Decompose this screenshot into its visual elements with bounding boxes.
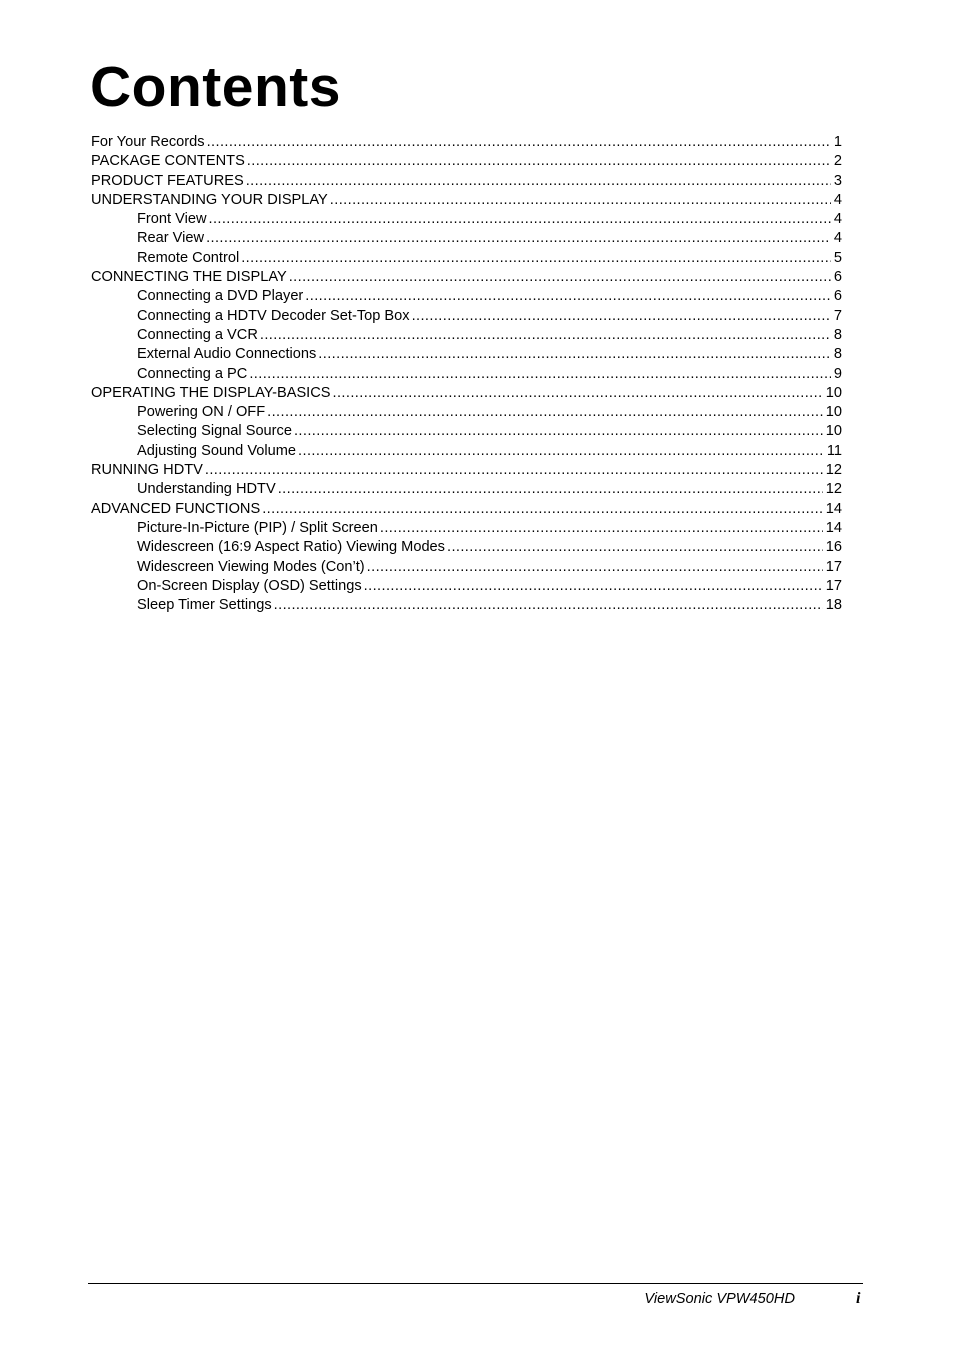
toc-page-number: 7: [833, 307, 842, 324]
footer-product-name: ViewSonic VPW450HD: [644, 1291, 795, 1307]
toc-entry[interactable]: [91, 384, 842, 403]
toc-entry[interactable]: [91, 307, 842, 326]
toc-page-number: 17: [825, 577, 842, 594]
toc-page-number: 10: [825, 423, 842, 440]
toc-page-number: 16: [825, 539, 842, 556]
toc-entry-label: For Your Records: [91, 134, 205, 150]
toc-entry[interactable]: [91, 500, 842, 519]
toc-entry-label: Sleep Timer Settings: [137, 597, 272, 614]
toc-entry[interactable]: [91, 172, 842, 191]
toc-entry[interactable]: [91, 403, 842, 422]
toc-page-number: 2: [833, 153, 842, 170]
toc-entry[interactable]: [91, 133, 842, 152]
toc-entry-label: Picture-In-Picture (PIP) / Split Screen: [137, 519, 378, 536]
toc-dot-leader: [207, 133, 831, 152]
toc-entry[interactable]: [91, 558, 842, 577]
toc-entry-label: Connecting a DVD Player: [137, 288, 304, 305]
toc-page-number: 8: [833, 326, 842, 343]
toc-page-number: 12: [825, 481, 842, 498]
toc-entry[interactable]: [91, 577, 842, 596]
toc-entry-label: Connecting a HDTV Decoder Set-Top Box: [137, 307, 410, 324]
toc-dot-leader: [298, 442, 824, 461]
toc-dot-leader: [412, 307, 831, 326]
toc-dot-leader: [289, 268, 831, 287]
toc-entry-label: Powering ON / OFF: [137, 404, 266, 421]
toc-page-number: 11: [826, 442, 842, 459]
toc-entry-label: ADVANCED FUNCTIONS: [91, 500, 261, 517]
toc-entry-label: Front View: [137, 211, 207, 228]
toc-page-number: 6: [833, 288, 842, 305]
toc-entry[interactable]: [91, 152, 842, 171]
toc-entry[interactable]: [91, 229, 842, 248]
toc-entry-label: Understanding HDTV: [137, 481, 276, 498]
toc-entry-label: Widescreen (16:9 Aspect Ratio) Viewing Modes: [137, 539, 445, 556]
toc-entry-label: RUNNING HDTV: [91, 462, 203, 479]
toc-dot-leader: [330, 191, 831, 210]
toc-dot-leader: [294, 422, 823, 441]
toc-entry[interactable]: [91, 519, 842, 538]
toc-dot-leader: [333, 384, 823, 403]
toc-entry-label: Widescreen Viewing Modes (Con’t): [137, 558, 365, 575]
toc-dot-leader: [278, 480, 823, 499]
toc-dot-leader: [447, 538, 823, 557]
toc-dot-leader: [247, 152, 831, 171]
toc-entry-label: PRODUCT FEATURES: [91, 172, 244, 189]
toc-entry[interactable]: [91, 268, 842, 287]
toc-entry-label: Selecting Signal Source: [137, 423, 292, 440]
toc-entry-label: Connecting a VCR: [137, 326, 258, 343]
toc-entry[interactable]: [91, 249, 842, 268]
toc-entry-label: Remote Control: [137, 249, 240, 266]
toc-page-number: 4: [833, 211, 842, 228]
toc-page-number: 10: [825, 404, 842, 421]
toc-dot-leader: [262, 500, 823, 519]
toc-page-number: 6: [833, 269, 842, 286]
toc-entry[interactable]: [91, 191, 842, 210]
footer-page-number: i: [856, 1290, 861, 1307]
footer-divider: [88, 1283, 863, 1284]
toc-entry-label: PACKAGE CONTENTS: [91, 153, 245, 170]
toc-entry-label: Adjusting Sound Volume: [137, 442, 297, 459]
toc-entry-label: Connecting a PC: [137, 365, 248, 382]
toc-entry-label: External Audio Connections: [137, 346, 317, 363]
toc-page-number: 9: [833, 365, 842, 382]
toc-entry-label: OPERATING THE DISPLAY-BASICS: [91, 384, 331, 401]
toc-dot-leader: [206, 229, 831, 248]
toc-entry-label: UNDERSTANDING YOUR DISPLAY: [91, 191, 328, 208]
toc-page-number: 1: [833, 134, 842, 150]
toc-dot-leader: [241, 249, 831, 268]
toc-entry[interactable]: [91, 538, 842, 557]
toc-entry[interactable]: [91, 287, 842, 306]
toc-entry[interactable]: [91, 345, 842, 364]
toc-dot-leader: [208, 210, 830, 229]
toc-page-number: 5: [833, 249, 842, 266]
toc-page-number: 17: [825, 558, 842, 575]
table-of-contents: [91, 133, 842, 615]
toc-entry-label: Rear View: [137, 230, 205, 247]
toc-entry[interactable]: [91, 596, 842, 615]
toc-entry-label: On-Screen Display (OSD) Settings: [137, 577, 362, 594]
toc-page-number: 14: [825, 500, 842, 517]
toc-page-number: 4: [833, 191, 842, 208]
toc-entry[interactable]: [91, 442, 842, 461]
toc-entry[interactable]: [91, 210, 842, 229]
page-title: Contents: [90, 55, 341, 119]
toc-dot-leader: [367, 558, 823, 577]
toc-dot-leader: [260, 326, 831, 345]
toc-page-number: 4: [833, 230, 842, 247]
toc-dot-leader: [380, 519, 823, 538]
toc-dot-leader: [305, 287, 831, 306]
toc-entry[interactable]: [91, 326, 842, 345]
toc-page-number: 12: [825, 462, 842, 479]
toc-dot-leader: [274, 596, 823, 615]
toc-page-number: 3: [833, 172, 842, 189]
toc-entry[interactable]: [91, 461, 842, 480]
toc-dot-leader: [364, 577, 823, 596]
toc-entry[interactable]: [91, 422, 842, 441]
toc-dot-leader: [318, 345, 831, 364]
toc-page-number: 18: [825, 597, 842, 614]
toc-page-number: 10: [825, 384, 842, 401]
toc-dot-leader: [205, 461, 823, 480]
toc-entry[interactable]: [91, 480, 842, 499]
toc-entry-label: CONNECTING THE DISPLAY: [91, 269, 287, 286]
toc-dot-leader: [246, 172, 831, 191]
toc-dot-leader: [249, 365, 831, 384]
toc-page-number: 8: [833, 346, 842, 363]
toc-dot-leader: [267, 403, 823, 422]
toc-page-number: 14: [825, 519, 842, 536]
toc-entry[interactable]: [91, 365, 842, 384]
